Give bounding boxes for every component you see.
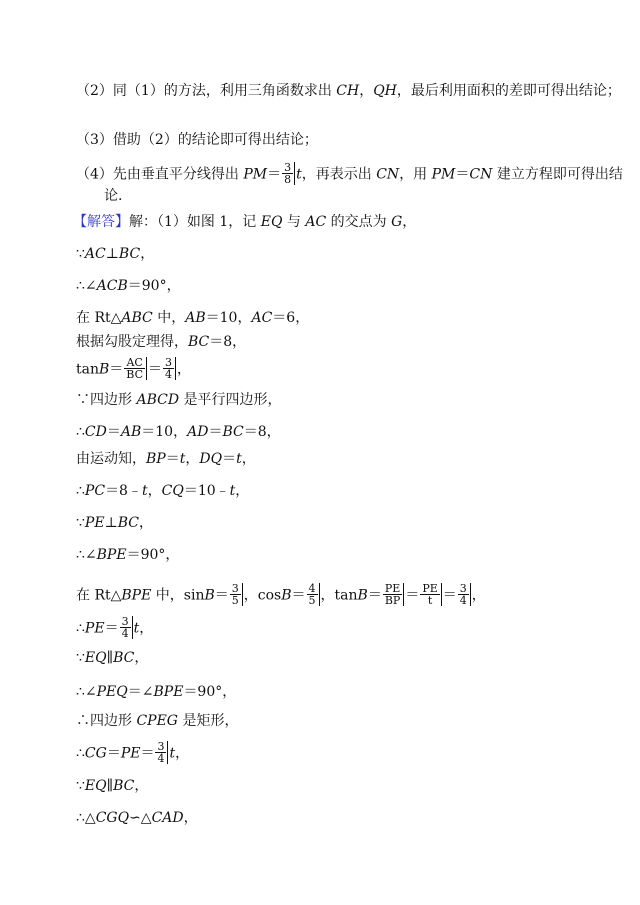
solution-line-9: 由运动知，BP＝t，DQ＝t，: [76, 451, 256, 467]
solution-line-7: ∵四边形 ABCD 是平行四边形，: [76, 392, 282, 408]
fraction-3-4: $\frac{3}{4}$: [458, 583, 471, 606]
fraction-3-4: $\frac{3}{4}$: [163, 357, 176, 380]
solution-line-4: 在 Rt△ABC 中，AB＝10，AC＝6，: [76, 310, 310, 326]
solution-line-11: ∵PE⊥BC，: [76, 515, 153, 531]
fraction-3-4: $\frac{3}{4}$: [155, 741, 168, 764]
solution-line-6: tanB＝ $\frac{AC}{BC}$ ＝ $\frac{3}{4}$ ，: [76, 356, 192, 381]
fraction-3-4: $\frac{3}{4}$: [120, 616, 133, 639]
solution-line-19: ∵EQ∥BC，: [76, 778, 149, 794]
solution-tag: 【解答】: [73, 214, 129, 230]
fraction-3-8: $\frac{3}{8}$: [282, 162, 295, 185]
item-2: （2）同（1）的方法，利用三角函数求出 CH，QH，最后利用面积的差即可得出结论；: [76, 83, 621, 99]
solution-line-14: ∴PE＝ $\frac{3}{4}$ t，: [76, 615, 154, 640]
solution-line-5: 根据勾股定理得，BC＝8，: [76, 334, 247, 350]
solution-line-16: ∴∠PEQ＝∠BPE＝90°，: [76, 684, 237, 700]
fraction-pe-t: $\frac{PE}{t}$: [420, 583, 441, 606]
solution-line-2: ∵AC⊥BC，: [76, 246, 155, 262]
item-3: （3）借助（2）的结论即可得出结论；: [76, 132, 318, 148]
solution-line-17: ∴四边形 CPEG 是矩形，: [76, 713, 239, 729]
fraction-ac-bc: $\frac{AC}{BC}$: [124, 357, 147, 380]
solution-line-8: ∴CD＝AB＝10，AD＝BC＝8，: [76, 424, 281, 440]
solution-line-13: 在 Rt△BPE 中，sinB＝ $\frac{3}{5}$ ，cosB＝ $\frac{4}{5}$ ，tanB＝ $\frac{PE}{BP}$ ＝ $\frac{PE}{t}$ ＝ $\frac{3}{4}$ ，: [76, 582, 486, 607]
fraction-3-5: $\frac{3}{5}$: [230, 583, 243, 606]
item-4-cont: 论.: [104, 188, 123, 204]
fraction-4-5: $\frac{4}{5}$: [307, 583, 320, 606]
fraction-pe-bp: $\frac{PE}{BP}$: [383, 583, 405, 606]
solution-line-3: ∴∠ACB＝90°，: [76, 278, 181, 294]
solution-line-15: ∵EQ∥BC，: [76, 650, 149, 666]
item-4: （4）先由垂直平分线得出 PM＝ $\frac{3}{8}$ t，再表示出 CN，用 PM＝CN 建立方程即可得出结: [76, 161, 623, 186]
solution-line-20: ∴△CGQ∽△CAD，: [76, 810, 198, 826]
solution-line-12: ∴∠BPE＝90°，: [76, 547, 180, 563]
solution-line-18: ∴CG＝PE＝ $\frac{3}{4}$ t，: [76, 740, 190, 765]
solution-line-10: ∴PC＝8﹣t，CQ＝10﹣t，: [76, 483, 250, 499]
solution-line-1: 【解答】解：（1）如图 1，记 EQ 与 AC 的交点为 G，: [73, 214, 417, 230]
